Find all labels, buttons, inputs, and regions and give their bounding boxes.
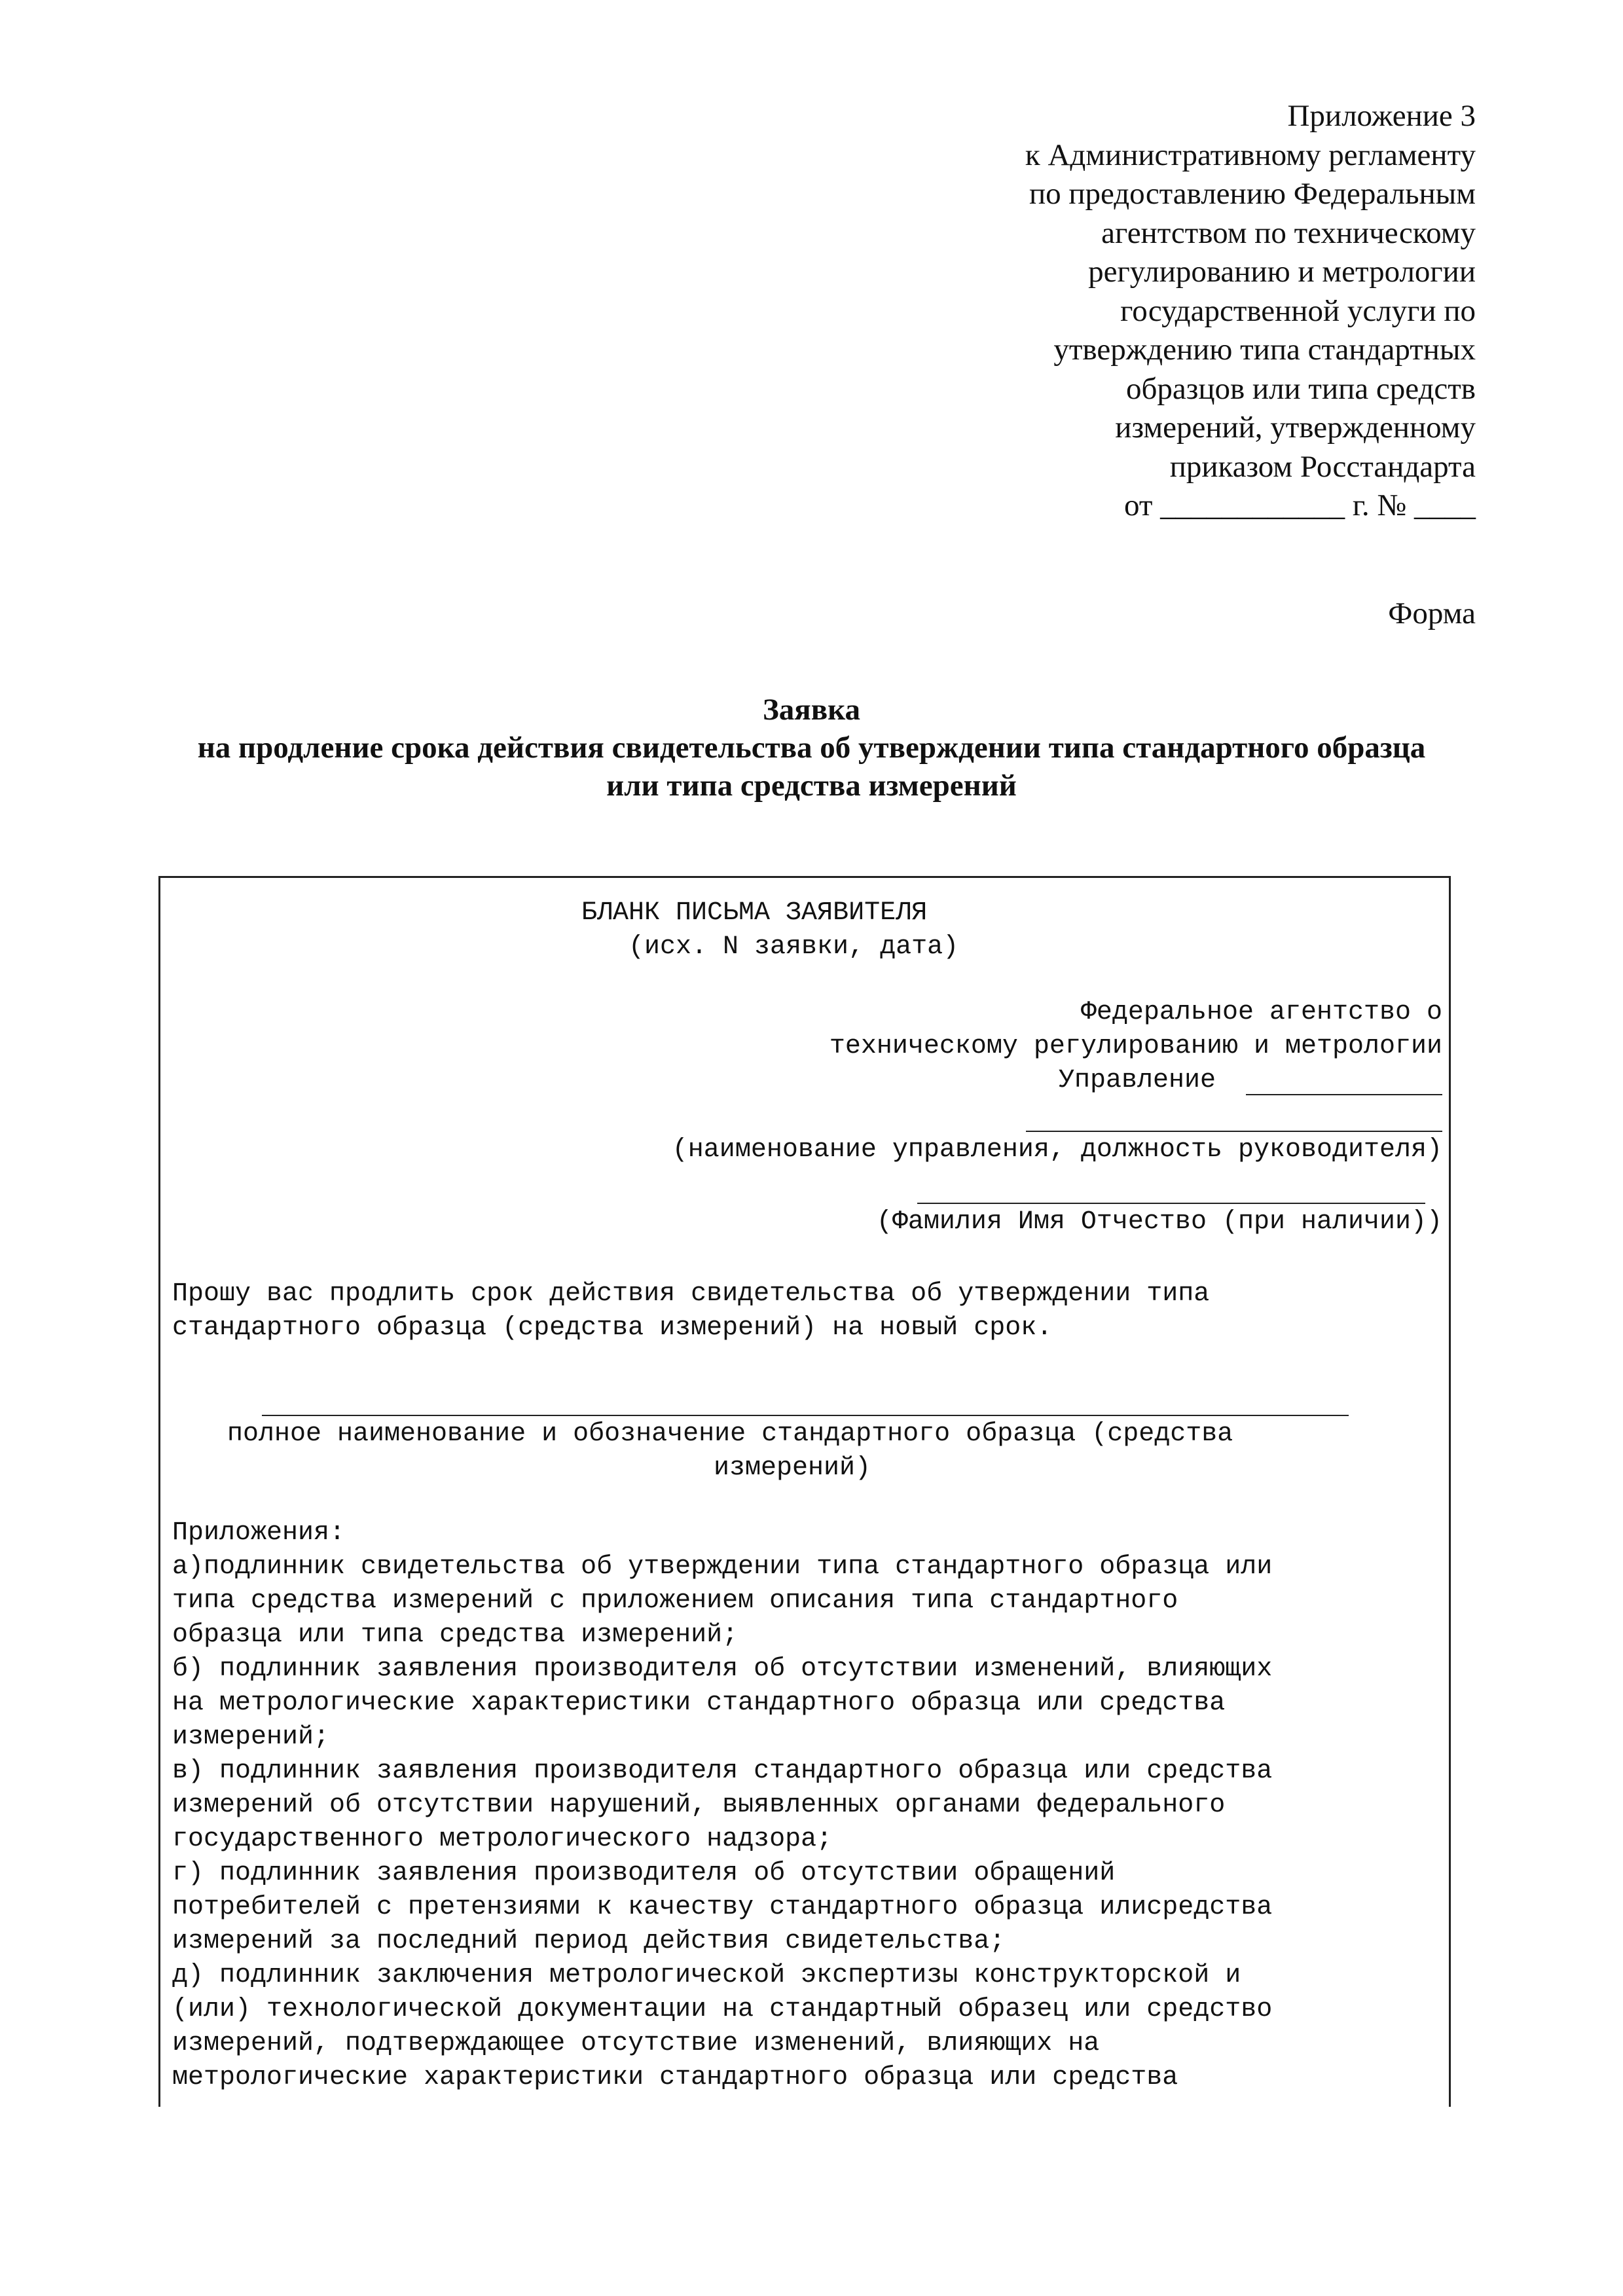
product-hint-line-2: измерений): [714, 1453, 871, 1483]
attachment-line: типа средства измерений с приложением описания типа стандартного: [172, 1586, 1178, 1616]
number-label: г. №: [1352, 488, 1407, 522]
department-name-line: [1026, 1131, 1442, 1132]
request-line-1: Прошу вас продлить срок действия свидетельства об утверждении типа: [172, 1279, 1210, 1309]
signatory-name-line: [917, 1203, 1425, 1204]
date-prefix: от: [1124, 488, 1153, 522]
appendix-date-line: [886, 486, 1476, 526]
attachment-line: потребителей с претензиями к качеству стандартного образца илисредства: [172, 1893, 1273, 1922]
attachment-line: д) подлинник заключения метрологической экспертизы конструкторской и: [172, 1961, 1241, 1990]
department-label: Управление: [1059, 1066, 1216, 1095]
attachment-line: измерений об отсутствии нарушений, выявленных органами федерального: [172, 1791, 1226, 1820]
attachment-line: метрологические характеристики стандартного образца или средства: [172, 2063, 1178, 2092]
attachment-line: на метрологические характеристики стандартного образца или средства: [172, 1688, 1226, 1718]
department-blank-line: [1246, 1094, 1442, 1095]
title-line-1: Заявка: [763, 693, 860, 727]
document-title: [0, 691, 1623, 805]
product-hint-line-1: полное наименование и обозначение стандартного образца (средства: [227, 1419, 1233, 1449]
addressee-line-1: Федеральное агентство о: [1080, 998, 1442, 1027]
attachment-line: г) подлинник заявления производителя об отсутствии обращений: [172, 1859, 1116, 1888]
date-blank: ____________: [1160, 488, 1345, 522]
attachment-line: образца или типа средства измерений;: [172, 1620, 739, 1650]
appendix-line: образцов или типа средств: [1125, 371, 1476, 406]
letter-form-frame: [158, 876, 1451, 2107]
appendix-line: агентством по техническому: [1101, 215, 1476, 250]
attachment-line: а)подлинник свидетельства об утверждении типа стандартного образца или: [172, 1552, 1273, 1582]
attachment-line: измерений, подтверждающее отсутствие изменений, влияющих на: [172, 2029, 1100, 2058]
attachment-line: измерений за последний период действия свидетельства;: [172, 1927, 1006, 1956]
department-hint: (наименование управления, должность руководителя): [672, 1135, 1442, 1165]
appendix-line: государственной услуги по: [1120, 293, 1476, 328]
letterhead: БЛАНК ПИСЬМА ЗАЯВИТЕЛЯ: [581, 898, 928, 928]
number-blank: ____: [1414, 488, 1476, 522]
attachment-line: (или) технологической документации на стандартный образец или средство: [172, 1995, 1273, 2024]
attachment-line: б) подлинник заявления производителя об отсутствии изменений, влияющих: [172, 1654, 1273, 1684]
title-line-3: или типа средства измерений: [606, 769, 1017, 803]
attachments-heading: Приложения:: [172, 1518, 346, 1548]
appendix-header: [886, 97, 1476, 526]
appendix-line: утверждению типа стандартных: [1053, 333, 1476, 367]
attachment-line: государственного метрологического надзора;: [172, 1825, 833, 1854]
outgoing-ref: (исх. N заявки, дата): [629, 932, 959, 962]
signatory-name-hint: (Фамилия Имя Отчество (при наличии)): [876, 1207, 1442, 1237]
product-name-line: [262, 1415, 1349, 1416]
appendix-line: измерений, утвержденному: [1115, 410, 1476, 445]
attachment-line: в) подлинник заявления производителя стандартного образца или средства: [172, 1757, 1273, 1786]
appendix-line: к Административному регламенту: [1025, 137, 1476, 172]
appendix-line: Приложение 3: [1287, 99, 1476, 133]
title-line-2: на продление срока действия свидетельства об утверждении типа стандартного образца: [197, 731, 1426, 765]
attachment-line: измерений;: [172, 1722, 330, 1752]
form-label: Форма: [1388, 596, 1476, 630]
appendix-line: приказом Росстандарта: [1169, 449, 1476, 484]
request-line-2: стандартного образца (средства измерений) на новый срок.: [172, 1313, 1053, 1343]
appendix-line: регулированию и метрологии: [1088, 255, 1476, 289]
appendix-line: по предоставлению Федеральным: [1029, 177, 1476, 211]
addressee-line-2: техническому регулированию и метрологии: [829, 1032, 1442, 1061]
